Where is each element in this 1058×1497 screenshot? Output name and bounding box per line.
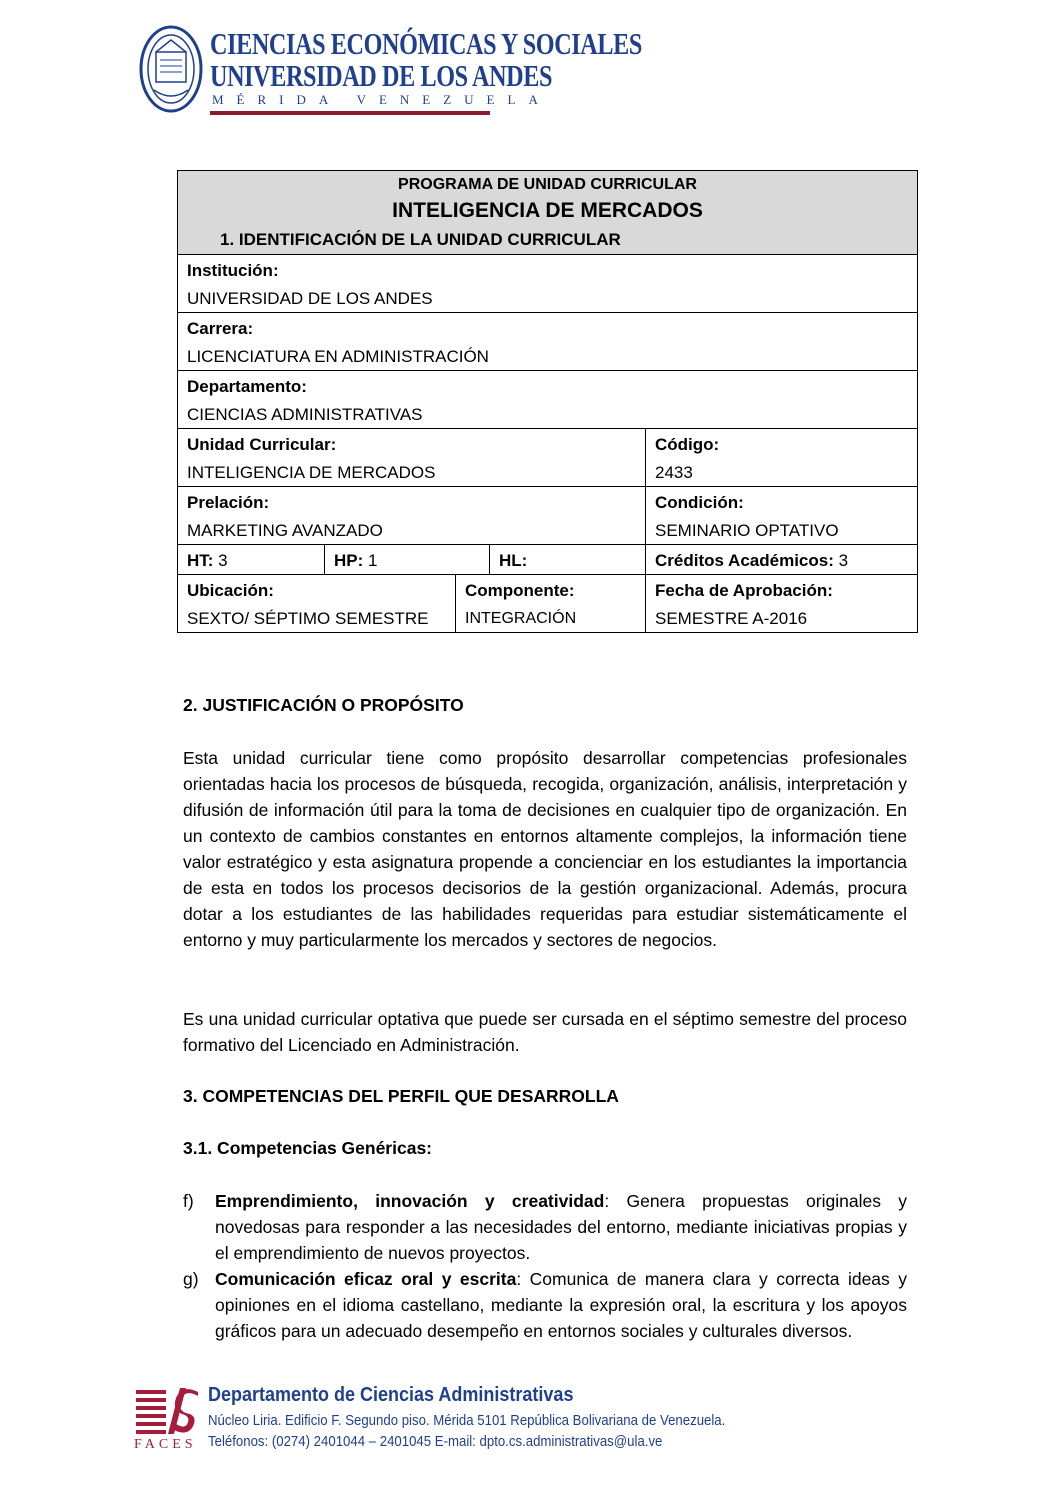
- list-item-title: Emprendimiento, innovación y creatividad: [215, 1191, 605, 1211]
- identification-table: [177, 170, 918, 633]
- condicion-label: Condición:: [655, 493, 744, 512]
- footer-address: Núcleo Liria. Edificio F. Segundo piso. Mérida 5101 República Bolivariana de Venezuela.: [208, 1412, 726, 1429]
- hp-cell: [324, 545, 489, 574]
- list-item-desc: : Genera propuestas originales y novedosas para responder a las necesidades del entorno, mediante iniciativas propias y el emprendimiento de nuevos proyectos.: [215, 1191, 908, 1263]
- departamento-value: CIENCIAS ADMINISTRATIVAS: [187, 405, 423, 424]
- fecha-value: SEMESTRE A-2016: [655, 609, 808, 628]
- faces-logo-text: FACES: [134, 1437, 197, 1452]
- creditos-label: Créditos Académicos:: [655, 551, 834, 570]
- list-item: [183, 1266, 907, 1344]
- table-header: [178, 171, 917, 255]
- section2-paragraph1: Esta unidad curricular tiene como propósito desarrollar competencias profesionales orientadas hacia los procesos de búsqueda, recogida, organización, análisis, interpretación y difusión de información útil para la toma de decisiones en cualquier tipo de organización. En un contexto de cambios constantes en entornos altamente complejos, la información tiene valor estratégico y esta asignatura propende a concienciar en los estudiantes la importancia de esta en todos los procesos decisorios de la gestión organizacional. Además, procura dotar a los estudiantes de las habilidades requeridas para estudiar sistemáticamente el entorno y muy particularmente los mercados y sectores de negocios.: [183, 748, 907, 950]
- componente-value: INTEGRACIÓN: [465, 610, 577, 627]
- ubicacion-label: Ubicación:: [187, 581, 274, 600]
- hl-cell: [489, 545, 645, 574]
- table-row: [178, 313, 917, 371]
- unidad-cell: [178, 429, 645, 486]
- condicion-value: SEMINARIO OPTATIVO: [655, 521, 839, 540]
- list-item-title: Comunicación eficaz oral y escrita: [215, 1269, 517, 1289]
- section1-heading: 1. IDENTIFICACIÓN DE LA UNIDAD CURRICULAR: [220, 230, 621, 249]
- program-title: PROGRAMA DE UNIDAD CURRICULAR: [398, 176, 697, 193]
- ht-label: HT:: [187, 551, 214, 570]
- competencias-list: [183, 1188, 907, 1344]
- codigo-label: Código:: [655, 435, 720, 454]
- prelacion-cell: [178, 487, 645, 544]
- university-name: UNIVERSIDAD DE LOS ANDES: [210, 58, 553, 93]
- course-title: INTELIGENCIA DE MERCADOS: [392, 199, 703, 222]
- list-item-text: [215, 1266, 907, 1344]
- carrera-value: LICENCIATURA EN ADMINISTRACIÓN: [187, 347, 489, 366]
- faces-logo-icon: [134, 1386, 200, 1436]
- section3-heading: 3. COMPETENCIAS DEL PERFIL QUE DESARROLLA: [183, 1086, 619, 1106]
- carrera-cell: [178, 313, 917, 370]
- table-row: [178, 371, 917, 429]
- carrera-label: Carrera:: [187, 319, 254, 338]
- unidad-value: INTELIGENCIA DE MERCADOS: [187, 463, 436, 482]
- componente-cell: [455, 575, 645, 632]
- ht-value: 3: [213, 551, 228, 570]
- condicion-cell: [645, 487, 917, 544]
- section3-subheading: 3.1. Competencias Genéricas:: [183, 1138, 432, 1158]
- table-row: [178, 545, 917, 575]
- list-item-text: [215, 1188, 907, 1266]
- section2-heading: 2. JUSTIFICACIÓN O PROPÓSITO: [183, 695, 464, 715]
- table-row: [178, 429, 917, 487]
- prelacion-label: Prelación:: [187, 493, 270, 512]
- ubicacion-cell: [178, 575, 455, 632]
- fecha-label: Fecha de Aprobación:: [655, 581, 833, 600]
- unidad-label: Unidad Curricular:: [187, 435, 337, 454]
- institucion-cell: [178, 255, 917, 312]
- hp-label: HP:: [334, 551, 364, 570]
- list-item-desc: : Comunica de manera clara y correcta ideas y opiniones en el idioma castellano, mediante la expresión oral, la escritura y los apoyos gráficos para un adecuado desempeño en entornos sociales y culturales diversos.: [215, 1269, 908, 1341]
- institucion-value: UNIVERSIDAD DE LOS ANDES: [187, 289, 433, 308]
- department-footer: [134, 1384, 734, 1454]
- footer-contact: Teléfonos: (0274) 2401044 – 2401045 E-mail: dpto.cs.administrativas@ula.ve: [208, 1433, 663, 1450]
- hp-value: 1: [363, 551, 378, 570]
- location-text: MÉRIDA VENEZUELA: [212, 92, 551, 107]
- table-row: [178, 255, 917, 313]
- creditos-value: 3: [833, 551, 849, 570]
- section2-paragraph2: Es una unidad curricular optativa que puede ser cursada en el séptimo semestre del proceso formativo del Licenciado en Administración.: [183, 1009, 907, 1055]
- university-seal-icon: [138, 24, 204, 114]
- codigo-cell: [645, 429, 917, 486]
- fecha-cell: [645, 575, 917, 632]
- table-row: [178, 487, 917, 545]
- creditos-cell: [645, 545, 917, 574]
- departamento-cell: [178, 371, 917, 428]
- header-rule: [210, 111, 490, 115]
- faculty-name: CIENCIAS ECONÓMICAS Y SOCIALES: [210, 26, 642, 61]
- codigo-value: 2433: [655, 463, 693, 482]
- ht-cell: [178, 545, 324, 574]
- componente-label: Componente:: [465, 581, 575, 600]
- list-marker: g): [183, 1269, 199, 1289]
- list-item: [183, 1188, 907, 1266]
- table-row: [178, 575, 917, 632]
- prelacion-value: MARKETING AVANZADO: [187, 521, 383, 540]
- footer-department-name: Departamento de Ciencias Administrativas: [208, 1384, 574, 1406]
- ubicacion-value: SEXTO/ SÉPTIMO SEMESTRE: [187, 609, 429, 628]
- departamento-label: Departamento:: [187, 377, 307, 396]
- faculty-header: [138, 24, 642, 116]
- institucion-label: Institución:: [187, 261, 279, 280]
- hl-label: HL:: [499, 551, 528, 570]
- list-marker: f): [183, 1191, 194, 1211]
